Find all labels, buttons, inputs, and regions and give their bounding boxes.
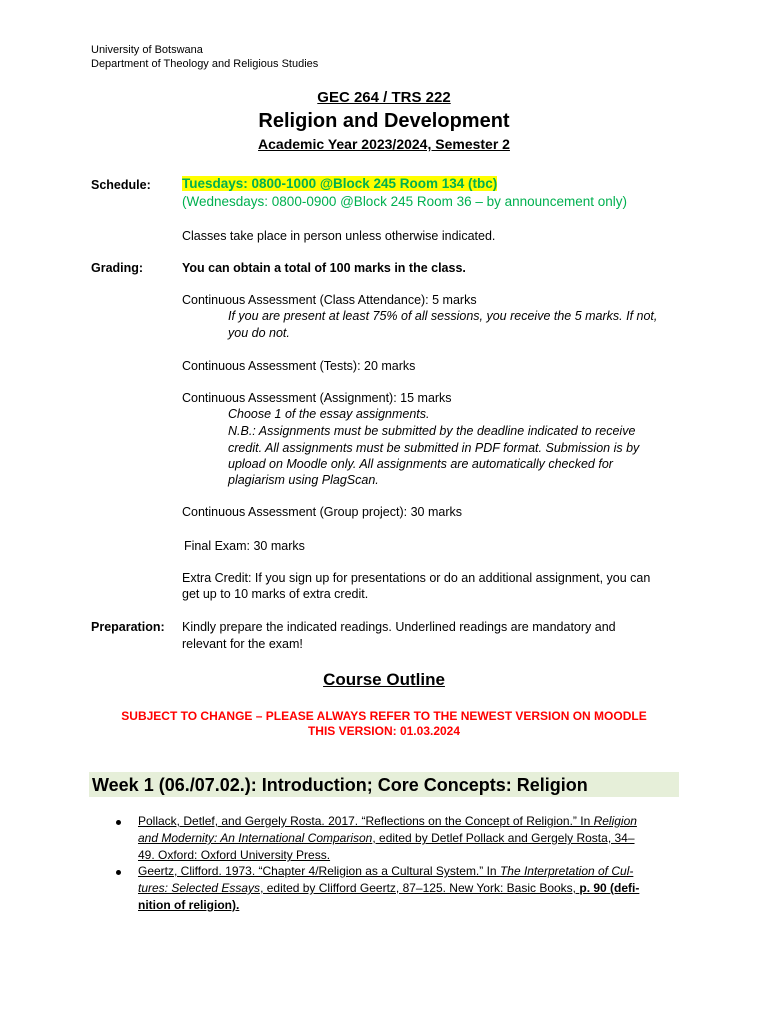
bullet-icon xyxy=(116,870,121,875)
preparation-line-1: Kindly prepare the indicated readings. Underlined readings are mandatory and xyxy=(182,620,616,634)
reading-pollack-rosta xyxy=(138,813,678,864)
attendance-note-2: you do not. xyxy=(228,326,290,340)
preparation-line-2: relevant for the exam! xyxy=(182,637,303,651)
tuesday-schedule: Tuesdays: 0800-1000 @Block 245 Room 134 (tbc) xyxy=(182,176,498,191)
assignment-marks: Continuous Assessment (Assignment): 15 marks xyxy=(182,391,452,405)
course-outline-title: Course Outline xyxy=(323,670,445,689)
ref1-text-c: 49. Oxford: Oxford University Press. xyxy=(138,848,331,862)
course-code: GEC 264 / TRS 222 xyxy=(317,89,451,106)
attendance-marks: Continuous Assessment (Class Attendance): 5 marks xyxy=(182,293,477,307)
course-title: Religion and Development xyxy=(258,110,510,132)
extra-credit-1: Extra Credit: If you sign up for presentations or do an additional assignment, you can xyxy=(182,571,651,585)
bullet-icon xyxy=(116,820,121,825)
ref2-text-a: Geertz, Clifford. 1973. “Chapter 4/Religion as a Cultural System.” In xyxy=(138,864,500,878)
wednesday-schedule: (Wednesdays: 0800-0900 @Block 245 Room 36 – by announcement only) xyxy=(182,194,627,209)
ref2-italic-b: tures: Selected Essays xyxy=(138,881,261,895)
preparation-label: Preparation: xyxy=(91,620,165,634)
schedule-note: Classes take place in person unless otherwise indicated. xyxy=(182,229,496,243)
group-project-marks: Continuous Assessment (Group project): 30 marks xyxy=(182,505,462,519)
assignment-note-3: credit. All assignments must be submitted in PDF format. Submission is by xyxy=(228,441,640,455)
ref1-text-a: Pollack, Detlef, and Gergely Rosta. 2017. “Reflections on the Concept of Religion.” In xyxy=(138,814,594,828)
schedule-label: Schedule: xyxy=(91,178,151,192)
assignment-note-1: Choose 1 of the essay assignments. xyxy=(228,407,430,421)
assignment-note-5: plagiarism using PlagScan. xyxy=(228,473,379,487)
university-name: University of Botswana xyxy=(91,44,203,56)
week-1-heading: Week 1 (06./07.02.): Introduction; Core Concepts: Religion xyxy=(92,775,588,795)
final-exam-marks: Final Exam: 30 marks xyxy=(184,539,305,553)
academic-year: Academic Year 2023/2024, Semester 2 xyxy=(258,136,510,152)
assignment-note-2: N.B.: Assignments must be submitted by the deadline indicated to receive xyxy=(228,424,636,438)
version-date: THIS VERSION: 01.03.2024 xyxy=(307,724,461,738)
ref2-bold-c: nition of religion). xyxy=(138,898,240,912)
ref2-bold-b: p. 90 (defi- xyxy=(579,881,640,895)
reading-geertz xyxy=(138,863,678,914)
attendance-note-1: If you are present at least 75% of all sessions, you receive the 5 marks. If not, xyxy=(228,309,658,323)
grading-total: You can obtain a total of 100 marks in the class. xyxy=(182,261,466,275)
tests-marks: Continuous Assessment (Tests): 20 marks xyxy=(182,359,416,373)
grading-label: Grading: xyxy=(91,261,144,275)
ref1-italic-a: Religion xyxy=(593,814,637,828)
ref2-text-b: , edited by Clifford Geertz, 87–125. New York: Basic Books, xyxy=(260,881,580,895)
ref2-italic-a: The Interpretation of Cul- xyxy=(499,864,634,878)
assignment-note-4: upload on Moodle only. All assignments are automatically checked for xyxy=(228,457,613,471)
department-name: Department of Theology and Religious Studies xyxy=(91,58,319,70)
extra-credit-2: get up to 10 marks of extra credit. xyxy=(182,587,369,601)
ref1-text-b: , edited by Detlef Pollack and Gergely Rosta, 34– xyxy=(372,831,635,845)
ref1-italic-b: and Modernity: An International Comparison xyxy=(138,831,373,845)
tuesday-schedule-line xyxy=(182,175,497,193)
change-warning: SUBJECT TO CHANGE – PLEASE ALWAYS REFER TO THE NEWEST VERSION ON MOODLE xyxy=(121,709,647,723)
